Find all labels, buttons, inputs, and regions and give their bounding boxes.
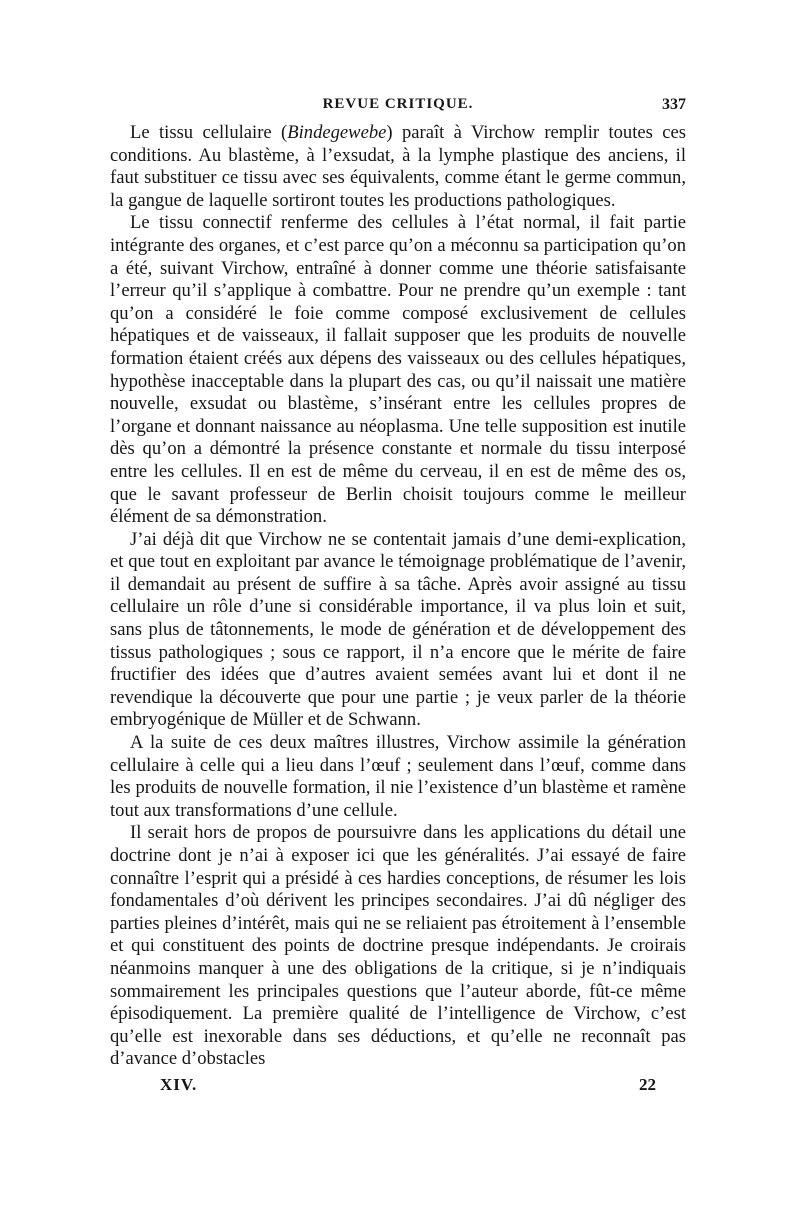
running-head: REVUE CRITIQUE. bbox=[322, 96, 474, 112]
paragraph-5: Il serait hors de propos de poursuivre dans les applications du détail une doctrine dont je n’ai à exposer ici que les généralités. J’ai essayé de faire connaître l’esprit qui a présidé à ces hardies conceptions, de résumer les lois fondamentales d’où dérivent les principes secondaires. J’ai dû négliger des parties pleines d’intérêt, mais qui ne se reliaient pas étroitement à l’ensemble et qui constituent des points de doctrine presque indépendants. Je croirais néanmoins manquer à une des obligations de la critique, si je n’indiquais sommairement les principales questions que l’auteur aborde, fût-ce même épisodiquement. La première qualité de l’intelligence de Virchow, c’est qu’elle est inexorable dans ses déductions, et qu’elle ne reconnaît pas d’avance d’obstacles bbox=[110, 822, 686, 1070]
paragraph-1-before: Le tissu cellulaire ( bbox=[130, 122, 288, 143]
page-header bbox=[110, 92, 686, 122]
page-number: 337 bbox=[662, 96, 686, 113]
paragraph-1-after: ) paraît à Virchow remplir toutes ces conditions. Au blastème, à l’exsudat, à la lymphe plastique des anciens, il faut substituer ce tissu avec ses équivalents, comme étant le germe commun, la gangue de laquelle sortiront toutes les productions pathologiques. bbox=[110, 122, 686, 211]
body-text bbox=[110, 122, 686, 1071]
paragraph-3: J’ai déjà dit que Virchow ne se contentait jamais d’une demi-explication, et que tout en exploitant par avance le témoignage problématique de l’avenir, il demandait au présent de suffire à sa tâche. Après avoir assigné au tissu cellulaire un rôle d’une si considérable importance, il va plus loin et suit, sans plus de tâtonnements, le mode de génération et de développement des tissus pathologiques ; sous ce rapport, il n’a encore que le mérite de faire fructifier des idées que d’autres avaient semées avant lui et dont il ne revendique la découverte que pour une partie ; je veux parler de la théorie embryogénique de Müller et de Schwann. bbox=[110, 528, 686, 731]
paragraph-1 bbox=[110, 122, 686, 212]
paragraph-4: A la suite de ces deux maîtres illustres, Virchow assimile la génération cellulaire à celle qui a lieu dans l’œuf ; seulement dans l’œuf, comme dans les produits de nouvelle formation, il nie l’existence d’un blastème et ramène tout aux transformations d’une cellule. bbox=[110, 732, 686, 821]
signature-mark: XIV. bbox=[160, 1074, 198, 1094]
paragraph-1-italic-term: Bindegewebe bbox=[287, 122, 387, 143]
sheet-number: 22 bbox=[639, 1074, 656, 1094]
page-footer bbox=[110, 1075, 686, 1105]
book-page bbox=[110, 92, 686, 1105]
paragraph-2: Le tissu connectif renferme des cellules à l’état normal, il fait partie intégrante des organes, et c’est parce qu’on a méconnu sa participation qu’on a été, suivant Virchow, entraîné à donner comme une théorie satisfaisante l’erreur qu’il s’applique à combattre. Pour ne prendre qu’un exemple : tant qu’on a considéré le foie comme composé exclusivement de cellules hépatiques et de vaisseaux, il fallait supposer que les produits de nouvelle formation étaient créés aux dépens des vaisseaux ou des cellules hépatiques, hypothèse inacceptable dans la plupart des cas, ou qu’il naissait une matière nouvelle, exsudat ou blastème, s’insérant entre les cellules propres de l’organe et donnant naissance au néoplasma. Une telle supposition est inutile dès qu’on a démontré la présence constante et normale du tissu interposé entre les cellules. Il en est de même du cerveau, il en est de même des os, que le savant professeur de Berlin choisit toujours comme le meilleur élément de sa démonstration. bbox=[110, 212, 686, 528]
